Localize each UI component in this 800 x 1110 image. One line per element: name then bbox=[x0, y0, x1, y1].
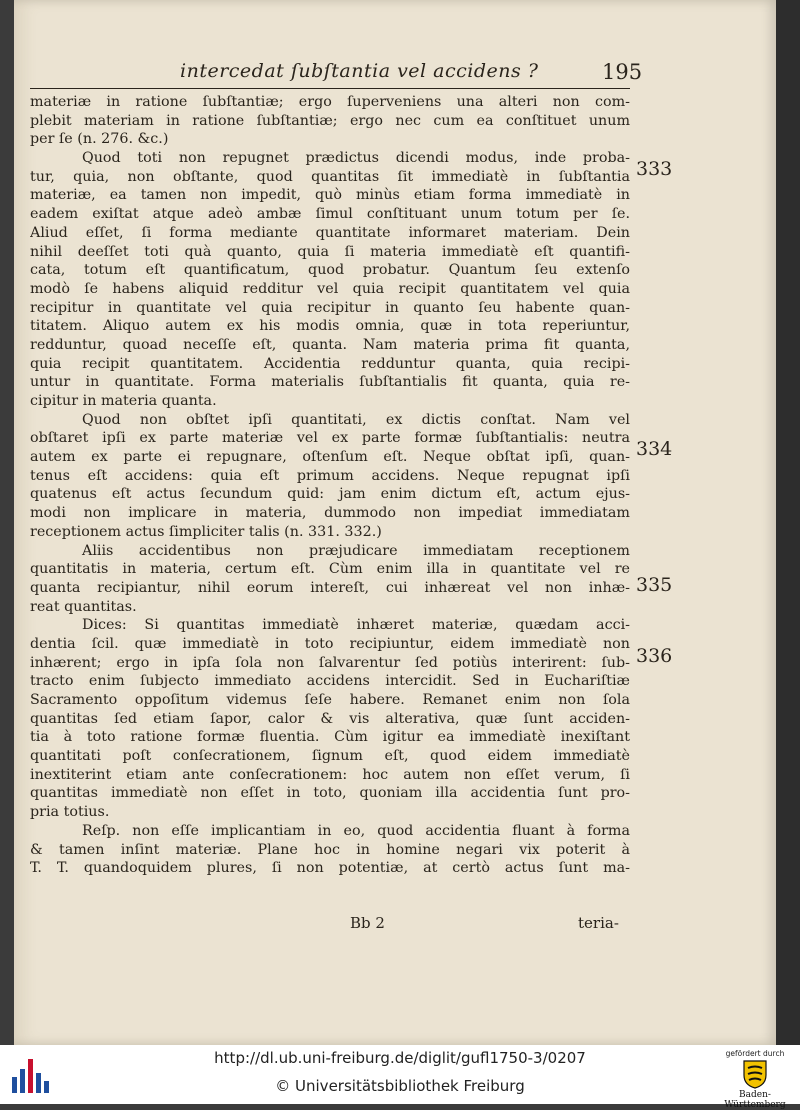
text-line: eadem exiſtat atque adeò ambæ ſimul conſtituant unum totum per ſe. bbox=[30, 206, 630, 223]
text-line: cata, totum eſt quantificatum, quod probatur. Quantum ſeu extenſo bbox=[30, 262, 630, 279]
text-line: Quod toti non repugnet prædictus dicendi modus, inde proba- bbox=[82, 150, 630, 167]
body-text bbox=[30, 93, 630, 878]
sponsor-label: gefördert durch bbox=[725, 1049, 785, 1058]
text-line: quatenus eſt actus ſecundum quid: jam enim dictum eſt, actum ejus- bbox=[30, 486, 630, 503]
margin-paragraph-number: 335 bbox=[636, 574, 673, 596]
text-line: pria totius. bbox=[30, 804, 110, 821]
text-line: quia recipit quantitatem. Accidentia redduntur quanta, quia recipi- bbox=[30, 355, 630, 372]
text-line: Aliis accidentibus non præjudicare immediatam receptionem bbox=[82, 542, 630, 559]
page-number: 195 bbox=[602, 60, 643, 84]
text-line: quantitatis in materia, certum eſt. Cùm enim illa in quantitate vel re bbox=[30, 561, 630, 578]
signature-mark: Bb 2 bbox=[350, 914, 385, 932]
text-line: inhærent; ergo in ipſa ſola non ſalvarentur ſed potiùs interirent: ſub- bbox=[30, 654, 630, 671]
text-line: per ſe (n. 276. &c.) bbox=[30, 131, 169, 148]
text-line: Quod non obſtet ipſi quantitati, ex dictis conſtat. Nam vel bbox=[82, 411, 630, 428]
text-line: modi non implicare in materia, dummodo non impediat immediatam bbox=[30, 505, 630, 522]
text-line: Aliud eſſet, ſi forma mediante quantitate informaret materiam. Dein bbox=[30, 224, 630, 241]
running-title: intercedat ſubſtantia vel accidens ? bbox=[180, 60, 539, 82]
text-line: Dices: Si quantitas immediatè inhæret materiæ, quædam acci- bbox=[82, 617, 630, 634]
text-line: inextiterint etiam ante conſecrationem: hoc autem non eſſet verum, ſi bbox=[30, 766, 630, 783]
copyright-notice: © Universitätsbibliothek Freiburg bbox=[275, 1077, 525, 1095]
text-line: quantitati poſt conſecrationem, ſignum eſt, quod eidem immediatè bbox=[30, 748, 630, 765]
text-line: & tamen inſint materiæ. Plane hoc in homine negari vix poterit à bbox=[30, 841, 630, 858]
text-line: materiæ, ea tamen non impedit, quò minùs etiam forma immediatè in bbox=[30, 187, 630, 204]
text-line: obſtaret ipſi ex parte materiæ vel ex parte formæ ſubſtantialis: neutra bbox=[30, 430, 630, 447]
text-line: redduntur, quoad neceſſe eſt, quanta. Nam materia prima fit quanta, bbox=[30, 336, 630, 353]
text-line: cipitur in materia quanta. bbox=[30, 393, 217, 409]
text-line: reat quantitas. bbox=[30, 598, 137, 615]
text-line: receptionem actus ſimpliciter talis (n. 331. 332.) bbox=[30, 523, 382, 540]
text-line: tenus eſt accidens: quia eſt primum accidens. Neque repugnat ipſi bbox=[30, 467, 630, 484]
text-line: tia à toto ratione formæ fluentia. Cùm igitur ea immediatè inexiſtant bbox=[30, 729, 630, 746]
coat-of-arms-icon bbox=[742, 1059, 768, 1089]
text-line: nihil deeſſet toti quà quanto, quia ſi materia immediatè eſt quantifi- bbox=[30, 243, 630, 260]
text-line: quantitas immediatè non eſſet in toto, quoniam illa accidentia ſunt pro- bbox=[30, 785, 630, 802]
text-line: tur, quia, non obſtante, quod quantitas ſit immediatè in ſubſtantia bbox=[30, 168, 630, 185]
text-line: autem ex parte ei repugnare, oſtenſum eſt. Neque obſtat ipſi, quan- bbox=[30, 449, 630, 466]
sponsor-name: Baden-Württemberg bbox=[724, 1090, 786, 1110]
text-line: tracto enim ſubjecto immediato accidens intercidit. Sed in Euchariſtiæ bbox=[30, 673, 630, 690]
text-line: plebit materiam in ratione ſubſtantiæ; ergo nec cum ea conſtituet unum bbox=[30, 112, 630, 129]
text-line: materiæ in ratione ſubſtantiæ; ergo ſuperveniens una alteri non com- bbox=[30, 94, 630, 110]
text-line: quantitas ſed etiam ſapor, calor & vis alterativa, quæ ſunt acciden- bbox=[30, 710, 630, 727]
text-line: quanta recipiantur, nihil eorum intereſt, cui inhæreat vel non inhæ- bbox=[30, 579, 630, 596]
text-line: modò ſe habens aliquid redditur vel quia recipit quantitatem vel quia bbox=[30, 280, 630, 297]
margin-paragraph-number: 333 bbox=[636, 158, 673, 180]
text-line: dentia ſcil. quæ immediatè in toto recipiuntur, eidem immediatè non bbox=[30, 635, 630, 652]
text-line: untur in quantitate. Forma materialis ſubſtantialis fit quanta, quia re- bbox=[30, 374, 630, 391]
text-line: Sacramento oppoſitum videmus ſeſe habere. Remanet enim non ſola bbox=[30, 692, 630, 708]
margin-paragraph-number: 336 bbox=[636, 645, 673, 667]
running-header bbox=[30, 58, 643, 89]
text-line: recipitur in quantitate vel quia recipitur in quanto ſeu habente quan- bbox=[30, 299, 630, 316]
text-line: Reſp. non eſſe implicantiam in eo, quod accidentia fluant à forma bbox=[82, 822, 630, 839]
permalink-url[interactable]: http://dl.ub.uni-freiburg.de/diglit/gufl1750-3/0207 bbox=[214, 1049, 586, 1067]
margin-paragraph-number: 334 bbox=[636, 438, 673, 460]
sponsor-logo bbox=[714, 1048, 796, 1110]
page-edge-shadow bbox=[776, 0, 800, 1045]
catchword: teria- bbox=[578, 914, 619, 932]
viewer-footer bbox=[0, 1045, 800, 1110]
text-line: T. T. quandoquidem plures, ſi non potentiæ, at certò actus ſunt ma- bbox=[30, 860, 630, 877]
text-line: titatem. Aliquo autem ex his modis omnia, quæ in tota reperiuntur, bbox=[30, 318, 630, 335]
